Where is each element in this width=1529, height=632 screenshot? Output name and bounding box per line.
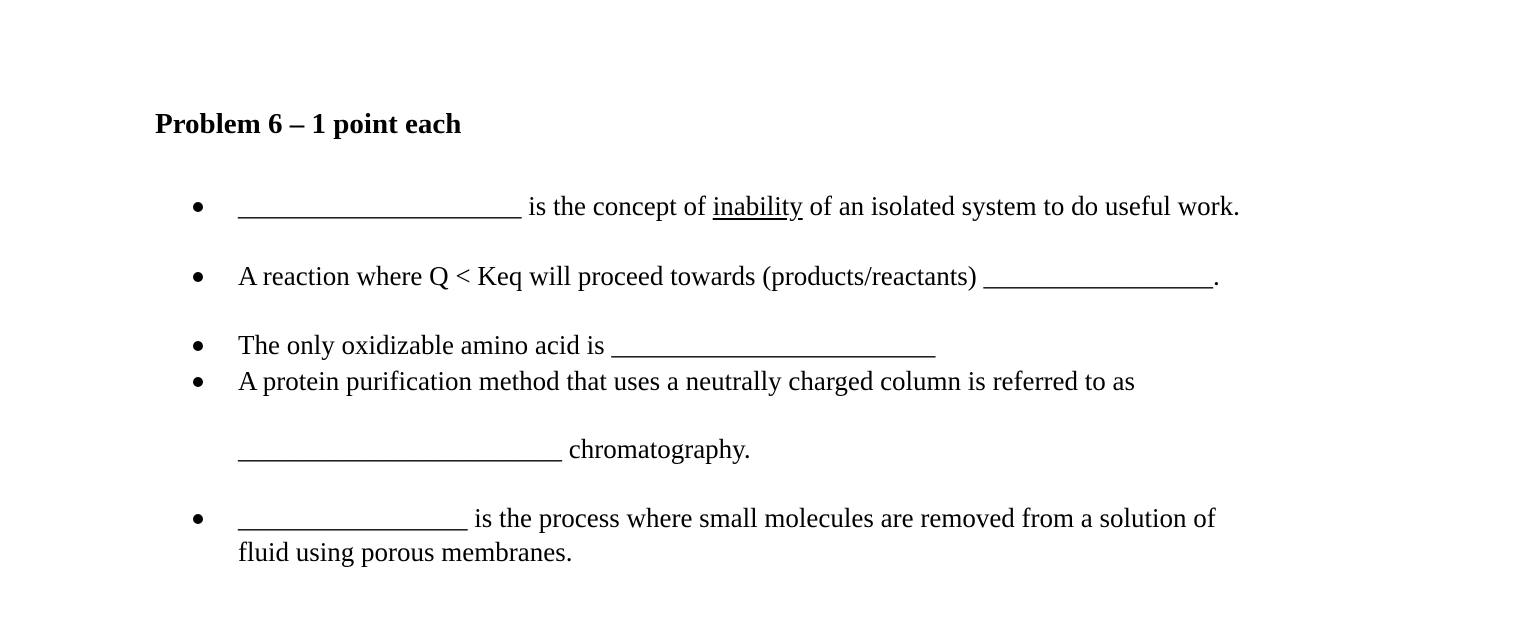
question-5-line-1 — [238, 501, 1216, 535]
question-5-line-2: fluid using porous membranes. — [238, 537, 573, 567]
bullet-icon — [190, 511, 204, 525]
answer-blank-1[interactable]: _____________________ — [238, 191, 522, 221]
answer-blank-2[interactable]: _________________ — [983, 261, 1213, 291]
question-1-text-a: is the concept of — [521, 191, 713, 221]
question-2 — [238, 259, 1220, 293]
question-2-end: . — [1212, 261, 1220, 291]
question-4-text: chromatography. — [562, 434, 751, 464]
question-1 — [238, 189, 1240, 223]
question-2-text: A reaction where Q < Keq will proceed towards (products/reactants) — [238, 261, 984, 291]
question-5-text: is the process where small molecules are removed from a solution of — [467, 503, 1216, 533]
bullet-icon — [190, 269, 204, 283]
underlined-word: inability — [712, 191, 803, 221]
question-3 — [238, 328, 935, 362]
bullet-icon — [190, 199, 204, 213]
question-3-text: The only oxidizable amino acid is — [238, 330, 612, 360]
answer-blank-4[interactable]: ________________________ — [238, 434, 562, 464]
bullet-icon — [190, 338, 204, 352]
bullet-icon — [190, 374, 204, 388]
answer-blank-3[interactable]: ________________________ — [611, 330, 936, 360]
question-4-line-1: A protein purification method that uses a neutrally charged column is referred to as — [238, 366, 1135, 396]
question-4-line-2 — [238, 432, 751, 466]
question-1-text-b: of an isolated system to do useful work. — [802, 191, 1240, 221]
problem-heading: Problem 6 – 1 point each — [155, 108, 462, 140]
answer-blank-5[interactable]: _________________ — [238, 503, 468, 533]
